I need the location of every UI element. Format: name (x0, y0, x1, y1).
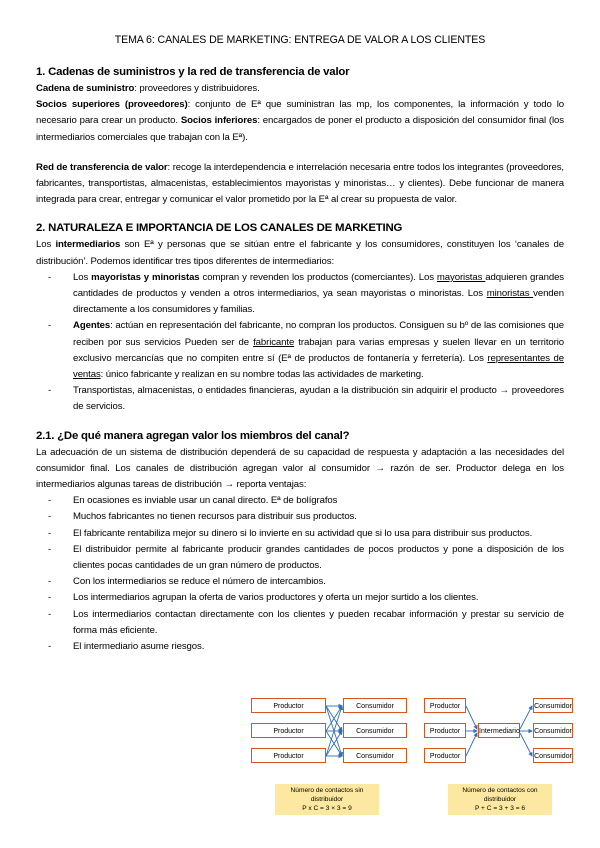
caption-formula: P x C = 3 × 3 = 9 (302, 805, 352, 812)
advantages-list (36, 493, 564, 655)
list-item: - Transportistas, almacenistas, o entidades financieras, ayudan a la distribución sin adquirir el producto → proveedores de servicios. (73, 383, 564, 415)
text-underlined: minoristas (486, 288, 534, 300)
list-item: - El intermediario asume riesgos. (73, 639, 564, 655)
page-title: TEMA 6: CANALES DE MARKETING: ENTREGA DE VALOR A LOS CLIENTES (114, 34, 486, 46)
document-page (36, 34, 564, 655)
intermediary-types-list (36, 270, 564, 416)
producer-box: Productor (424, 698, 466, 713)
text: venden directamente a los consumidores y familias. (73, 288, 565, 316)
diagram-without-distributor (251, 698, 394, 822)
text-bold: Agentes (73, 320, 111, 332)
caption-with-distributor (448, 784, 552, 815)
text-underlined: fabricante (253, 336, 295, 348)
consumer-box: Consumidor (533, 698, 573, 713)
list-item (73, 318, 564, 383)
section-2-1-intro: La adecuación de un sistema de distribución dependerá de su capacidad de respuesta y adaptación a las necesidades del consumidor final. Los canales de distribución agregan valor al consumidor → razón de ser. Productor delega en los intermediarios algunas tareas de distribución → reporta ventajas: (36, 446, 564, 491)
cadena-paragraph (36, 81, 564, 97)
producer-box: Productor (251, 723, 326, 738)
consumer-box: Consumidor (533, 723, 573, 738)
list-item: - Los intermediarios agrupan la oferta de varios productores y oferta un mejor surtido a los clientes. (73, 590, 564, 606)
list-item: - Los intermediarios contactan directamente con los clientes y pueden recabar información y prestar su servicio de forma más eficiente. (73, 607, 564, 639)
cadena-label: Cadena de suministro (36, 83, 135, 94)
list-item (73, 270, 564, 319)
producer-box: Productor (251, 748, 326, 763)
consumer-box: Consumidor (343, 748, 407, 763)
red-text: : recoge la interdependencia e interrelación necesaria entre todos los integrantes (proveedores, fabricantes, transportistas, almacenistas, establecimientos mayoristas y minoristas… y clientes). Debe funcionar de manera integrada para crear, entregar y comunicar el valor prometido por la Eª al crear su propuesta de valor. (36, 161, 564, 206)
red-paragraph (36, 160, 564, 209)
consumer-box: Consumidor (533, 748, 573, 763)
producer-box: Productor (251, 698, 326, 713)
list-item: - El fabricante rentabiliza mejor su dinero si lo invierte en su actividad que si lo usa para distribuir sus productos. (73, 526, 564, 542)
producer-box: Productor (424, 748, 466, 763)
list-item: - Muchos fabricantes no tienen recursos para distribuir sus productos. (73, 509, 564, 525)
section-1-heading: 1. Cadenas de suministros y la red de transferencia de valor (36, 66, 350, 78)
intro-text-b: intermediarios (55, 239, 121, 251)
cadena-text: : proveedores y distribuidores. (134, 83, 260, 94)
caption-without-distributor (275, 784, 379, 815)
socios-superiores-label: Socios superiores (proveedores) (36, 99, 188, 111)
caption-title: Número de contactos sin distribuidor (290, 787, 364, 803)
socios-superiores-text: : conjunto de Eª que suministran las mp, los componentes, la información y todo lo necesario para crear un producto. (36, 99, 565, 127)
text: : único fabricante y realizan en su nombre todas las actividades de marketing. (100, 369, 424, 381)
red-label: Red de transferencia de valor (36, 161, 168, 173)
text: Los (73, 271, 92, 283)
intermediary-box: Intermediario (478, 723, 520, 738)
socios-inferiores-label: Socios inferiores (180, 115, 258, 127)
consumer-box: Consumidor (343, 698, 407, 713)
text: adquieren grandes cantidades de productos y venden a otros intermediarios, ya sean mayoristas o minoristas. Los (73, 271, 565, 300)
caption-title: Número de contactos con distribuidor (462, 787, 538, 803)
text: : actúan en representación del fabricante, no compran los productos. Consiguen su bº de las comisiones que reciben por sus servicios Pueden ser de (73, 320, 564, 348)
list-item: - En ocasiones es inviable usar un canal directo. Eª de bolígrafos (73, 493, 564, 509)
producer-box: Productor (424, 723, 466, 738)
socios-inferiores-text: : encargados de poner el producto a disposición del consumidor final (los intermediarios comerciales que trabajan con la Eª). (36, 115, 564, 143)
intro-text-a: Los (36, 239, 56, 251)
text: trabajan para varias empresas y suelen llevar en un territorio exclusivo mercancías que no compiten entre sí (Eª de productos de fontanería y ferretería). Los (73, 336, 565, 364)
consumer-box: Consumidor (343, 723, 407, 738)
list-item: - Con los intermediarios se reduce el número de intercambios. (73, 574, 564, 590)
section-2-1-heading: 2.1. ¿De qué manera agregan valor los miembros del canal? (36, 429, 350, 442)
socios-paragraph (36, 97, 564, 146)
text-bold: mayoristas y minoristas (91, 271, 200, 283)
diagram-with-distributor (424, 698, 572, 822)
text: compran y revenden los productos (comerciantes). Los (199, 271, 437, 283)
text-underlined: mayoristas (436, 271, 486, 283)
list-item: - El distribuidor permite al fabricante producir grandes cantidades de pocos productos y pone a disposición de los clientes pocas cantidades de un gran número de productos. (73, 542, 564, 574)
section-2-heading: 2. NATURALEZA E IMPORTANCIA DE LOS CANALES DE MARKETING (36, 222, 403, 235)
caption-formula: P + C = 3 + 3 = 6 (474, 805, 526, 812)
intro-text-c: son Eª y personas que se sitúan entre el fabricante y los consumidores, constituyen los ‘canales de distribución’. Podemos identificar tres tipos diferentes de intermediarios: (36, 239, 564, 267)
intermediarios-intro (36, 237, 564, 269)
text-underlined: representantes de ventas (73, 352, 565, 381)
